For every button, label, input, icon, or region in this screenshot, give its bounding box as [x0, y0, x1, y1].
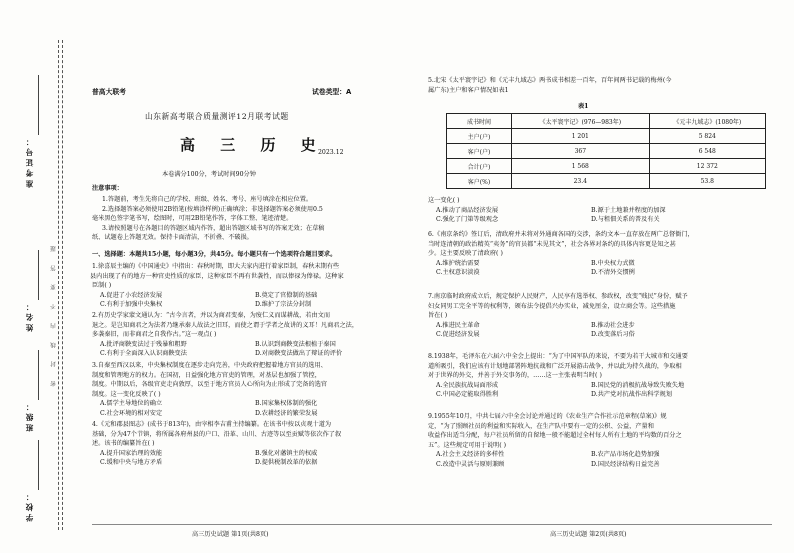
table-title: 表1 — [578, 103, 589, 110]
option-c[interactable]: C.缓和中央与地方矛盾 — [100, 459, 163, 467]
table-cell: 5 824 — [649, 129, 765, 144]
option-c[interactable]: C.促进经济发展 — [436, 331, 480, 339]
table-row — [447, 144, 766, 159]
option-b[interactable]: B.源于土地兼并程度的加深 — [591, 206, 666, 214]
table-cell: 客户(%) — [447, 174, 512, 189]
question-stem: 属广东)主户和客户情况如表1 — [428, 86, 509, 94]
note-line: 3.请按照题号在各题目的答题区域内作答，超出答题区域书写的答案无效；在草稿 — [102, 224, 325, 232]
option-a[interactable]: A.推动了商品经济发展 — [436, 206, 499, 214]
table-cell: 367 — [512, 144, 650, 159]
option-a[interactable]: A.促进了小农经济发展 — [100, 291, 163, 299]
option-d[interactable]: D.改变落后习俗 — [591, 331, 635, 339]
table-cell: 12 372 — [649, 159, 765, 174]
option-c[interactable]: C.社会环境的相对安定 — [100, 409, 163, 417]
table-header-row — [447, 114, 766, 129]
data-table — [446, 113, 766, 189]
options-row — [100, 300, 410, 310]
option-c[interactable]: C.主权意识淡漠 — [436, 269, 480, 277]
question-stem: 当时连清朝的政治精英“夷务”的官员都“未见其文”，社会各界对条约的具体内容更是知之甚 — [428, 240, 676, 248]
table-cell: 合计(户) — [447, 159, 512, 174]
table-cell: 1 201 — [512, 129, 650, 144]
option-b[interactable]: B.推动社会进步 — [591, 321, 635, 329]
question-stem: 9.1955年10月，中共七届六中全会讨论并通过的《农业生产合作社示范章程(草案)》规 — [428, 413, 667, 420]
option-c[interactable]: C.有利于全面深入认识商鞅变法 — [100, 350, 187, 358]
table-cell: 23.4 — [512, 174, 650, 189]
table-row — [447, 159, 766, 174]
table-cell: 53.8 — [649, 174, 765, 189]
question-stem: 定，“为了照顾社员的利益和实际收入，在生产队中要有一定的公积、公益，产量和 — [428, 422, 654, 430]
question-7 — [428, 292, 746, 340]
question-3 — [92, 361, 410, 419]
option-b[interactable]: B.奠定了官僚制的基础 — [255, 291, 318, 299]
question-stem: 制度。中期以后，各级官吏走向敦厚，以至于地方官员人心所向为止形成了完备的选官 — [92, 381, 328, 389]
question-4 — [92, 420, 410, 468]
option-a[interactable]: A.维护统治需要 — [436, 259, 480, 267]
question-stem: 道所吸引，我们应该有计划地部署阵地抗战和广泛开展游击战争，并以此为持久战的，争取相 — [428, 362, 682, 370]
options-row — [436, 206, 746, 216]
option-b[interactable]: B.认识到商鞅变法根植于秦国 — [255, 340, 336, 348]
question-1 — [92, 262, 410, 310]
options-row — [436, 215, 746, 225]
option-d[interactable]: D.提供税制改革的依据 — [255, 459, 318, 467]
question-5 — [428, 76, 671, 95]
question-stem: 7.南京临时政府成立后，规定保护人民财产，人民享有选举权、参政权，改变“贱民”身份，赋予 — [428, 293, 688, 300]
exam-name: 山东新高考联合质量测评12月联考试题 — [145, 112, 289, 121]
option-a[interactable]: A.社会主义经济的多样性 — [436, 451, 505, 459]
question-stem: 1.徐喜辰主编的《中国通史》中指出：春秋时期，即大夫家内进行着家臣制，春秋末期有些 — [92, 263, 340, 270]
note-line: 毫米黑色签字笔书写，绘图时，可用2B铅笔作答，字体工整、笔迹清楚。 — [92, 215, 293, 223]
options-row — [100, 399, 410, 409]
question-stem: 退之。是岂知商君之为法者乃继承秦人故法之旧耳，而使之谓于学者之故讲的义耳！凡商君之法， — [92, 321, 359, 329]
options-row — [436, 381, 746, 391]
option-d[interactable]: D.不清外交惯例 — [591, 269, 635, 277]
option-a[interactable]: A.提升国家治理的效能 — [100, 449, 163, 457]
options-row — [100, 458, 410, 468]
question-stem: 述。该书的编纂旨在( ) — [92, 440, 155, 448]
question-stem: 少。这主要反映了清政府( ) — [428, 250, 503, 258]
question-6 — [428, 230, 746, 278]
exam-number-line — [38, 75, 39, 135]
options-row — [100, 340, 410, 350]
options-row — [436, 460, 746, 470]
table-cell: 6 548 — [649, 144, 765, 159]
option-b[interactable]: B.强化对藩镇主的权威 — [255, 449, 318, 457]
option-d[interactable]: D.维护了宗法分封制 — [255, 301, 312, 309]
question-stem: 对于世界的外交，并善于外交事务的，……这一主张表明当时( ) — [428, 372, 602, 380]
name-line — [38, 250, 39, 300]
option-b[interactable]: B.国民党的消极抗战导致失败失地 — [591, 381, 685, 389]
note-line: 2.选择题答案必须使用2B铅笔(按填涂样例)正确填涂；非选择题答案必须使用0.5 — [102, 205, 323, 213]
question-8 — [428, 352, 746, 400]
option-a[interactable]: A.儒学主导地位的确立 — [100, 400, 163, 408]
question-stem: 基础，分为47个节镇，将所属各府州县的户口、沿革、山川、古迹等以至贡赋等依次作了叙 — [92, 430, 342, 438]
question-stem: 五”。这些规定可用于说明( ) — [428, 441, 507, 449]
subject-title: 高 三 历 史 — [180, 136, 326, 154]
question-stem: 收益作出适当分配，每户社员所留的自留地一般不能超过全村每人所有土地的平均数的百分之 — [428, 432, 682, 440]
option-a[interactable]: A.批评商鞅变法过于残暴和粗野 — [100, 340, 187, 348]
option-d[interactable]: D.国民经济结构日益完善 — [591, 460, 660, 468]
note-line: 纸、试题卷上答题无效。保持卡面清洁，不折叠、不破损。 — [92, 234, 253, 242]
exam-number-label: 准考证号： — [25, 135, 34, 188]
question-stem: 制度。这一变化反映了( ) — [92, 390, 161, 398]
table-cell: 主户(户) — [447, 129, 512, 144]
options-row — [436, 390, 746, 400]
question-stem: 2.有历史学家蒙文通认为：“古今言者，并以为商君变秦，为废仁义而谋耕战，若由文而 — [92, 312, 331, 319]
question-9 — [428, 412, 746, 470]
option-c[interactable]: C.强化了门第等级观念 — [436, 216, 499, 224]
exam-info: 本卷满分100分，考试时间90分钟 — [162, 171, 256, 178]
option-b[interactable]: B.农产品市场化趋势加强 — [591, 451, 660, 459]
table-cell: 客户(户) — [447, 144, 512, 159]
seal-line — [58, 40, 59, 530]
question-2 — [92, 311, 410, 359]
option-d[interactable]: D.与租佃关系的普及有关 — [591, 216, 660, 224]
option-a[interactable]: A.推进民主革命 — [436, 321, 480, 329]
class-label: 班级： — [25, 400, 34, 432]
table-row — [447, 129, 766, 144]
question-stem: 妇女同男工完全平等的权利等，颁布法令提倡兴办实业，减免厘金，设立商会等。这些措施 — [428, 302, 676, 310]
question-5-options — [428, 196, 746, 225]
option-c[interactable]: C.中国必定能取得胜利 — [436, 391, 499, 399]
options-row — [100, 291, 410, 301]
exam-series: 普高大联考 — [92, 88, 126, 96]
table-row — [447, 174, 766, 189]
notes-list — [92, 195, 325, 243]
table-cell: 1 568 — [512, 159, 650, 174]
question-stem: 5.北宋《太平寰宇记》和《元丰九域志》两书成书相差一百年，百年间两书记载的梅州(今 — [428, 77, 672, 84]
options-row — [436, 330, 746, 340]
school-label: 学校： — [25, 490, 34, 522]
question-stem: 多袭秦旧，而非商君之自我作古。”这一观点( ) — [92, 331, 217, 339]
options-row — [436, 321, 746, 331]
question-stem: 6.《南京条约》签订后，清政府并未将对外通商各国的交涉，条约文本一直存放在两广总督衙门， — [428, 231, 694, 238]
question-stem: 臣制( ) — [92, 282, 112, 290]
school-line — [38, 440, 39, 490]
question-stem: 4.《元和郡县图志》(成书于813年)，由宰相李吉甫主持编纂。在该书中按以贞观十道为 — [92, 421, 332, 428]
table-header-cell: 《太平寰宇记》(976—983年) — [512, 114, 650, 129]
paper-type: 试卷类型：A — [312, 88, 352, 96]
options-row — [436, 268, 746, 278]
question-stem: 3.自秦至西汉以来，中央集权制度在逐步走向完善，中央政府把握着地方官员的选用、 — [92, 362, 327, 369]
option-d[interactable]: D.对商鞅变法做出了辩证的评价 — [255, 350, 343, 358]
question-stem: 县内出现了有的地方一种官吏性质的家臣，这种家臣不再有世袭性，而以俸禄为俸禄。这种家 — [90, 272, 344, 280]
options-row — [436, 450, 746, 460]
option-b[interactable]: B.国家集权体制的强化 — [255, 400, 318, 408]
table-header-cell: 成书时间 — [447, 114, 512, 129]
option-d[interactable]: D.共产党对抗战作出科学规划 — [591, 391, 672, 399]
option-b[interactable]: B.中央权力式微 — [591, 259, 635, 267]
name-label: 姓名： — [25, 300, 34, 332]
seal-text: 密 封 线 内 不 要 答 题 — [51, 240, 57, 387]
table-header-cell: 《元丰九域志》(1080年) — [649, 114, 765, 129]
footer-rule — [92, 524, 772, 525]
options-row — [100, 449, 410, 459]
class-line — [38, 350, 39, 400]
footer-page-right: 高三历史试题 第2页(共8页) — [550, 531, 627, 538]
options-row — [100, 349, 410, 359]
option-c[interactable]: C.改造中灵活与原则兼顾 — [436, 460, 505, 468]
question-tail: 这一变化( ) — [428, 197, 460, 204]
footer-page-left: 高三历史试题 第1页(共8页) — [192, 531, 269, 538]
seal-line-inner — [62, 40, 63, 530]
options-row — [436, 259, 746, 269]
option-d[interactable]: D.农耕经济的繁荣发展 — [255, 409, 318, 417]
option-a[interactable]: A.全民族抗战局面形成 — [436, 381, 499, 389]
question-stem: 旨在( ) — [428, 312, 448, 320]
section1-title: 一、选择题：本题共15小题，每小题3分，共45分。每小题只有一个选项符合题目要求。 — [92, 251, 337, 258]
note-line: 1.答题前，考生先将自己的学校、班级、姓名、考号、座号填涂在相应位置。 — [102, 196, 313, 203]
exam-date: 2023.12 — [318, 149, 344, 156]
options-row — [100, 409, 410, 419]
question-stem: 制度和管理地方的权力。在国初，日益强化地方官吏的管理，对基层也加强了管控， — [92, 371, 321, 379]
notes-title: 注意事项： — [92, 185, 123, 192]
option-c[interactable]: C.有利于加强中央集权 — [100, 301, 163, 309]
question-stem: 8.1938年，毛泽东在六届六中全会上提出：“为了中国军队的来说，不要为若干大城市和交通要 — [428, 353, 688, 360]
